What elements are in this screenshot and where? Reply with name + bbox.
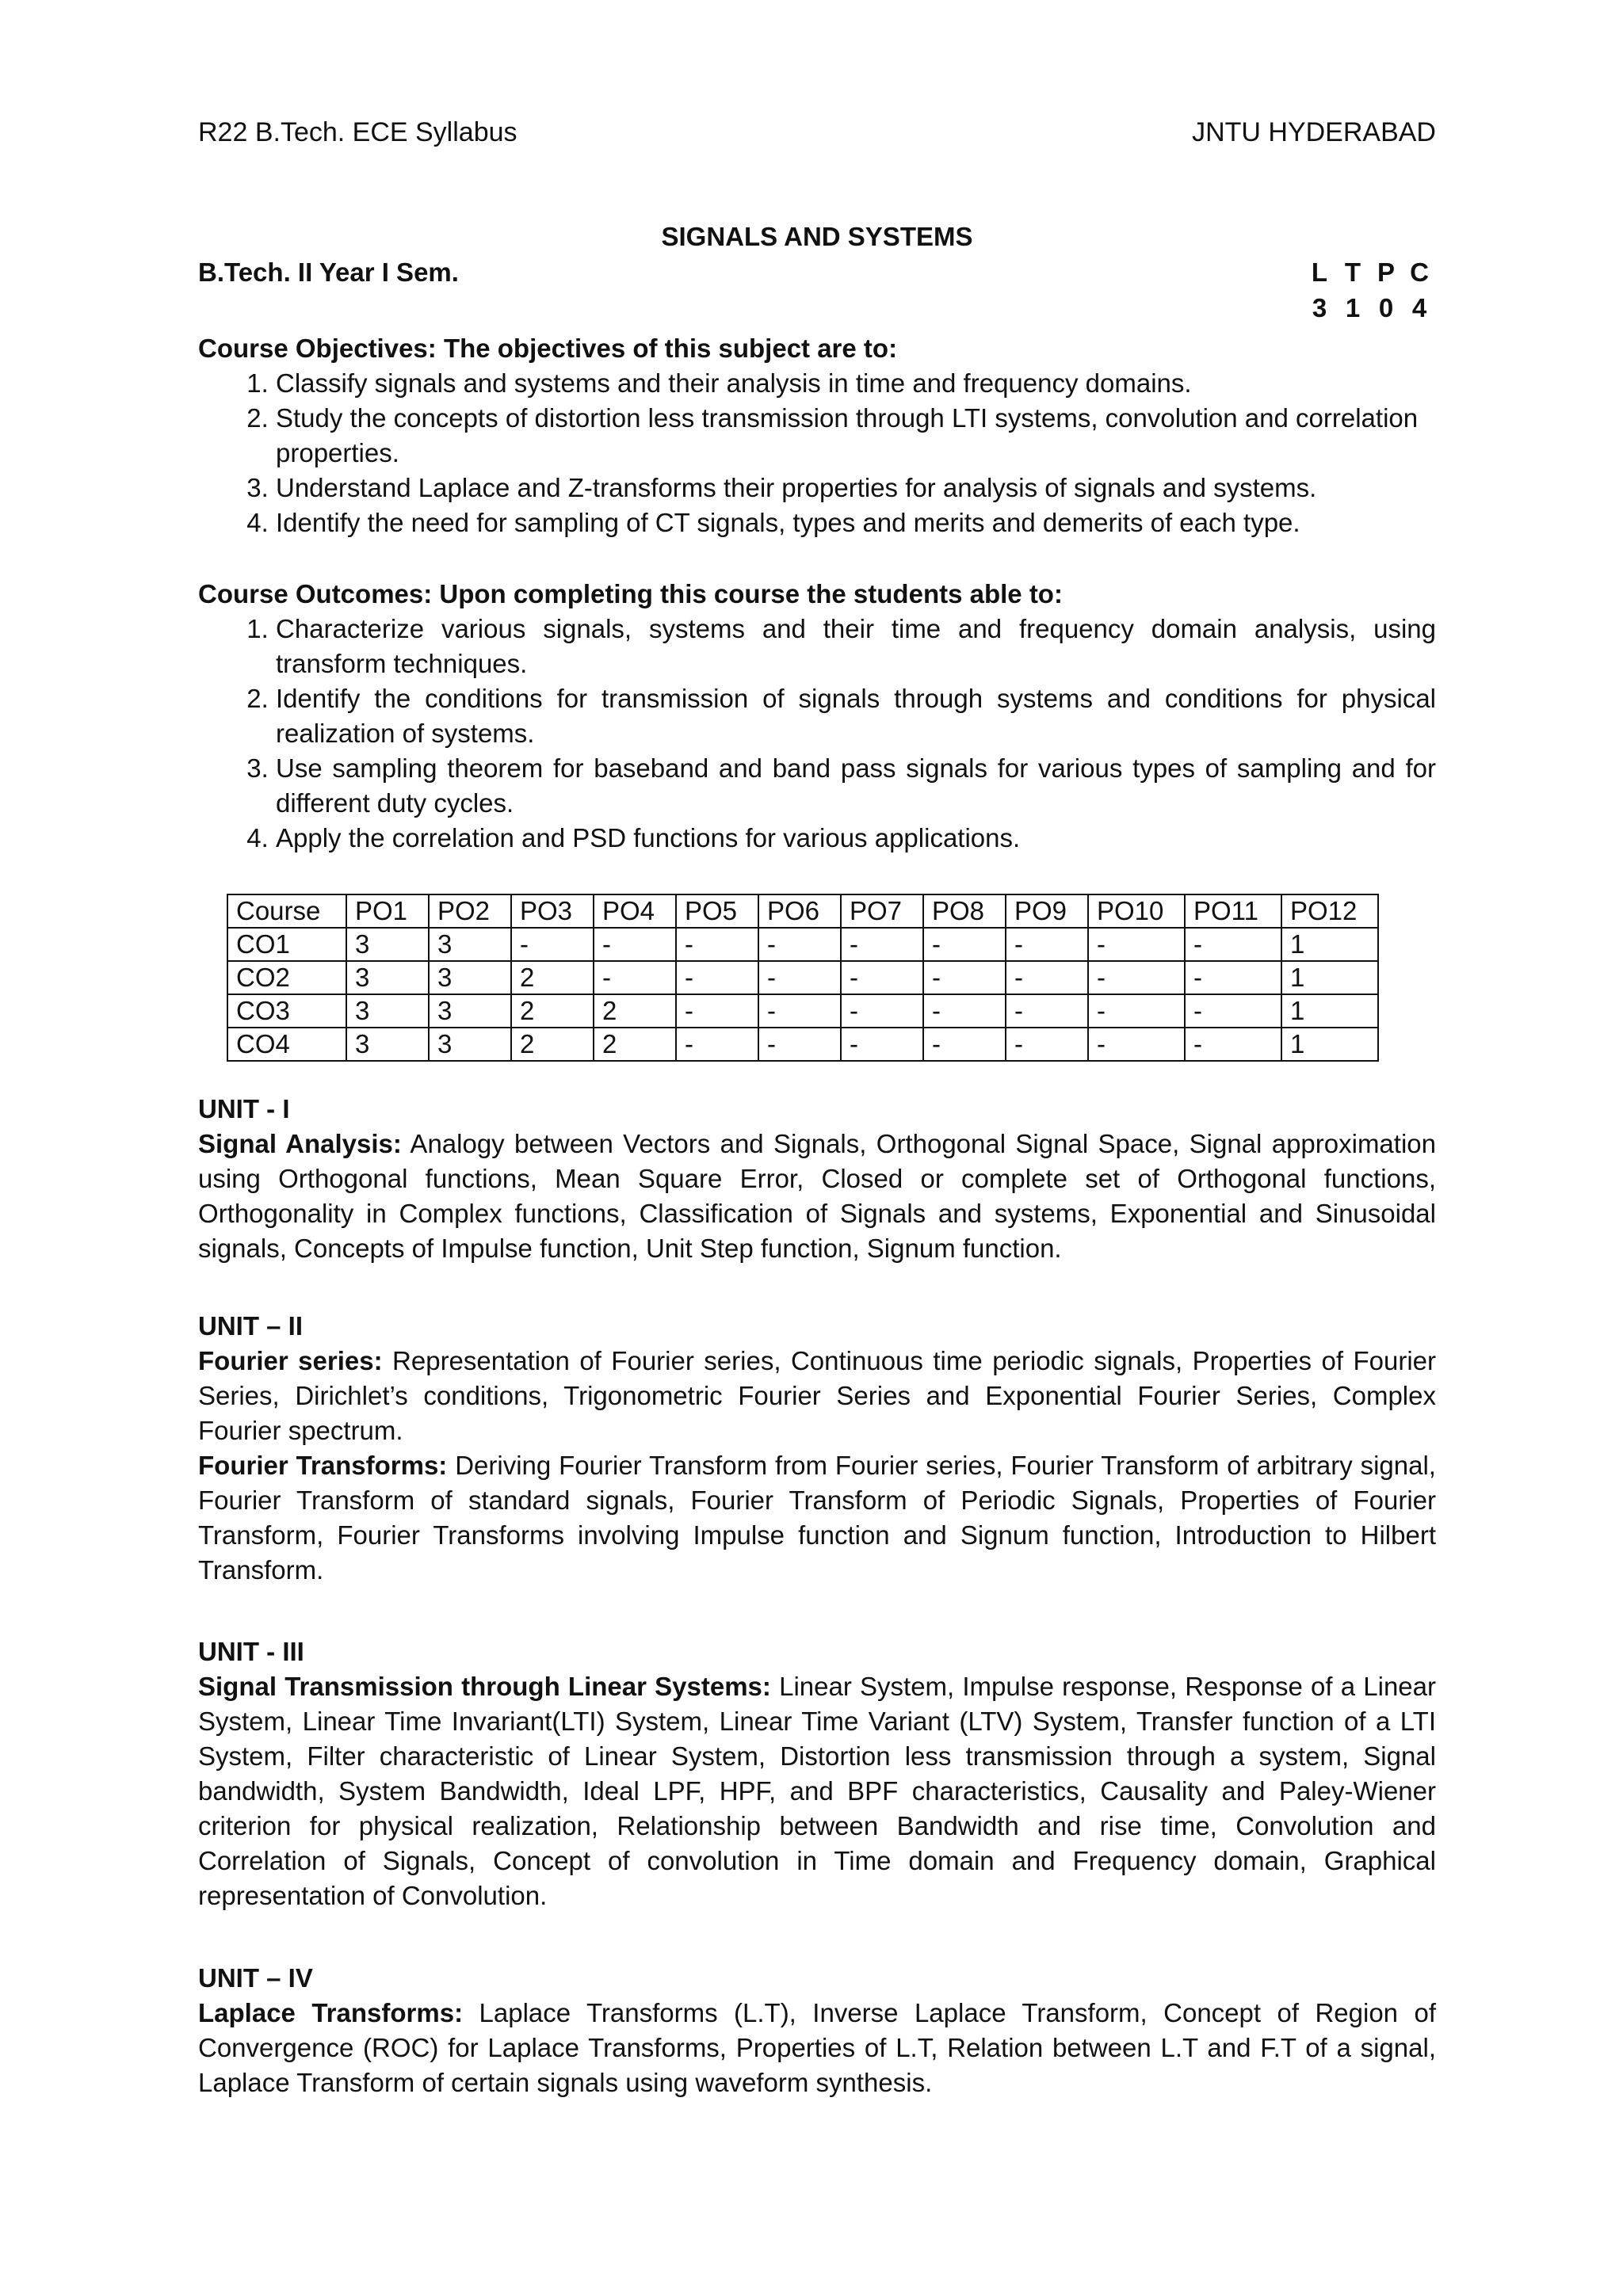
table-cell: 1 [1281, 928, 1378, 961]
table-cell: 2 [594, 994, 676, 1028]
table-cell: 2 [594, 1028, 676, 1061]
ltpc-value-t: 1 [1345, 293, 1361, 322]
unit-topic-label: Signal Analysis: [198, 1129, 402, 1158]
objective-item: 4. Identify the need for sampling of CT signals, types and merits and demerits of each type. [276, 505, 1436, 540]
table-header-cell: PO2 [429, 894, 511, 928]
table-cell: 3 [346, 994, 429, 1028]
table-row [227, 994, 1378, 1028]
course-objectives [198, 331, 1436, 540]
table-cell: CO1 [227, 928, 346, 961]
table-header-cell: PO10 [1088, 894, 1185, 928]
unit-3 [198, 1634, 1436, 1913]
table-cell: 3 [429, 1028, 511, 1061]
table-cell: - [758, 1028, 841, 1061]
table-row [227, 961, 1378, 994]
table-header-cell: PO7 [841, 894, 923, 928]
table-cell: - [1185, 928, 1281, 961]
table-cell: - [923, 994, 1006, 1028]
table-cell: - [841, 1028, 923, 1061]
objective-item: 3. Understand Laplace and Z-transforms their properties for analysis of signals and systems. [276, 471, 1436, 505]
table-cell: CO4 [227, 1028, 346, 1061]
table-header-cell: PO11 [1185, 894, 1281, 928]
ltpc-value-p: 0 [1378, 293, 1394, 322]
ltpc-label-c: C [1410, 257, 1429, 287]
unit-topic-text: Analogy between Vectors and Signals, Orthogonal Signal Space, Signal approximation using Orthogonal functions, Mean Square Error, Closed or complete set of Orthogonal functions, Orthogonality in Complex functions, Classification of Signals and systems, Exponential and Sinusoidal signals, Concepts of Impulse function, Unit Step function, Signum function. [198, 1129, 1436, 1263]
table-cell: - [676, 994, 758, 1028]
table-cell: CO2 [227, 961, 346, 994]
objectives-list [198, 366, 1436, 540]
outcome-item: 2. Identify the conditions for transmission of signals through systems and conditions for physical realization of systems. [276, 681, 1436, 751]
table-cell: 1 [1281, 961, 1378, 994]
unit-topic-label: Signal Transmission through Linear Systems: [198, 1672, 771, 1701]
table-cell: - [923, 1028, 1006, 1061]
table-cell: 1 [1281, 1028, 1378, 1061]
table-cell: - [1006, 1028, 1088, 1061]
table-cell: - [1088, 961, 1185, 994]
unit-paragraph [198, 1996, 1436, 2100]
table-cell: - [1185, 1028, 1281, 1061]
ltpc-value-l: 3 [1312, 293, 1327, 322]
unit-topic-text: Representation of Fourier series, Continuous time periodic signals, Properties of Fourier Series, Dirichlet’s conditions, Trigonometric Fourier Series and Exponential Fourier Series, Complex Fourier spectrum. [198, 1346, 1436, 1445]
unit-paragraph [198, 1127, 1436, 1266]
unit-topic-text: Laplace Transforms (L.T), Inverse Laplace Transform, Concept of Region of Convergence (ROC) for Laplace Transforms, Properties of L.T, Relation between L.T and F.T of a signal, Laplace Transform of certain signals using waveform synthesis. [198, 1998, 1437, 2097]
table-header-cell: PO9 [1006, 894, 1088, 928]
table-cell: 3 [346, 961, 429, 994]
table-header-cell: PO1 [346, 894, 429, 928]
table-header-cell: PO8 [923, 894, 1006, 928]
table-cell: 2 [511, 994, 594, 1028]
table-cell: - [758, 994, 841, 1028]
unit-topic-label: Laplace Transforms: [198, 1998, 464, 2027]
table-cell: - [676, 1028, 758, 1061]
table-cell: - [841, 994, 923, 1028]
table-cell: - [594, 928, 676, 961]
table-cell: - [1088, 994, 1185, 1028]
ltpc-labels [1303, 257, 1436, 288]
table-cell: - [1185, 961, 1281, 994]
table-cell: - [923, 928, 1006, 961]
table-cell: 2 [511, 1028, 594, 1061]
ltpc-label-t: T [1344, 257, 1361, 287]
unit-topic-text: Deriving Fourier Transform from Fourier series, Fourier Transform of arbitrary signal, Fourier Transform of standard signals, Fourier Transform of Periodic Signals, Properties of Fourier Transform, Fourier Transforms involving Impulse function and Signum function, Introduction to Hilbert Transform. [198, 1451, 1436, 1585]
unit-paragraph [198, 1448, 1436, 1588]
table-row [227, 928, 1378, 961]
table-cell: - [841, 928, 923, 961]
outcomes-list [198, 612, 1436, 856]
table-cell: 3 [429, 961, 511, 994]
ltpc-label-p: P [1377, 257, 1395, 287]
table-header-cell: PO6 [758, 894, 841, 928]
page-header [198, 117, 1436, 148]
table-cell: 3 [429, 928, 511, 961]
ltpc-value-c: 4 [1411, 293, 1427, 322]
ltpc-label-l: L [1311, 257, 1328, 287]
objective-item: 1. Classify signals and systems and their analysis in time and frequency domains. [276, 366, 1436, 401]
table-cell: - [758, 961, 841, 994]
table-header-cell: PO5 [676, 894, 758, 928]
table-cell: - [676, 928, 758, 961]
table-cell: - [1185, 994, 1281, 1028]
unit-heading: UNIT - III [198, 1637, 304, 1666]
unit-heading: UNIT – IV [198, 1963, 313, 1993]
table-cell: - [676, 961, 758, 994]
table-header-cell: PO4 [594, 894, 676, 928]
unit-2 [198, 1309, 1436, 1588]
table-cell: 3 [346, 1028, 429, 1061]
table-cell: - [923, 961, 1006, 994]
unit-4 [198, 1961, 1436, 2100]
header-left: R22 B.Tech. ECE Syllabus [198, 117, 517, 147]
course-title: SIGNALS AND SYSTEMS [661, 222, 973, 251]
objective-item: 2. Study the concepts of distortion less transmission through LTI systems, convolution and correlation properties. [276, 401, 1436, 471]
table-cell: - [841, 961, 923, 994]
course-outcomes [198, 577, 1436, 856]
table-cell: - [1006, 961, 1088, 994]
table-cell: - [511, 928, 594, 961]
table-cell: - [1006, 994, 1088, 1028]
table-cell: - [758, 928, 841, 961]
table-cell: - [594, 961, 676, 994]
unit-paragraph [198, 1344, 1436, 1448]
ltpc-values [1303, 293, 1436, 323]
table-cell: 1 [1281, 994, 1378, 1028]
table-cell: - [1088, 928, 1185, 961]
unit-topic-text: Linear System, Impulse response, Response of a Linear System, Linear Time Invariant(LTI) System, Linear Time Variant (LTV) System, Transfer function of a LTI System, Filter characteristic of Linear System, Distortion less transmission through a system, Signal bandwidth, System Bandwidth, Ideal LPF, HPF, and BPF characteristics, Causality and Paley-Wiener criterion for physical realization, Relationship between Bandwidth and rise time, Convolution and Correlation of Signals, Concept of convolution in Time domain and Frequency domain, Graphical representation of Convolution. [198, 1672, 1436, 1910]
table-header-cell: Course [227, 894, 346, 928]
objectives-heading: Course Objectives: The objectives of this subject are to: [198, 334, 898, 363]
unit-paragraph [198, 1669, 1436, 1913]
semester-label: B.Tech. II Year I Sem. [198, 257, 459, 287]
outcome-item: 3. Use sampling theorem for baseband and band pass signals for various types of sampling and for different duty cycles. [276, 751, 1436, 821]
table-header-cell: PO3 [511, 894, 594, 928]
table-cell: - [1006, 928, 1088, 961]
table-cell: 3 [346, 928, 429, 961]
table-header-row [227, 894, 1378, 928]
unit-1 [198, 1092, 1436, 1266]
table-cell: - [1088, 1028, 1185, 1061]
table-row [227, 1028, 1378, 1061]
unit-topic-label: Fourier series: [198, 1346, 383, 1375]
outcome-item: 4. Apply the correlation and PSD functions for various applications. [276, 821, 1436, 856]
unit-heading: UNIT – II [198, 1311, 304, 1341]
unit-topic-label: Fourier Transforms: [198, 1451, 448, 1480]
outcomes-heading: Course Outcomes: Upon completing this course the students able to: [198, 579, 1063, 608]
table-header-cell: PO12 [1281, 894, 1378, 928]
table-cell: 2 [511, 961, 594, 994]
outcome-item: 1. Characterize various signals, systems and their time and frequency domain analysis, using transform techniques. [276, 612, 1436, 681]
unit-heading: UNIT - I [198, 1094, 290, 1123]
header-right: JNTU HYDERABAD [1192, 117, 1436, 147]
co-po-mapping-table [227, 894, 1379, 1062]
table-cell: CO3 [227, 994, 346, 1028]
table-cell: 3 [429, 994, 511, 1028]
